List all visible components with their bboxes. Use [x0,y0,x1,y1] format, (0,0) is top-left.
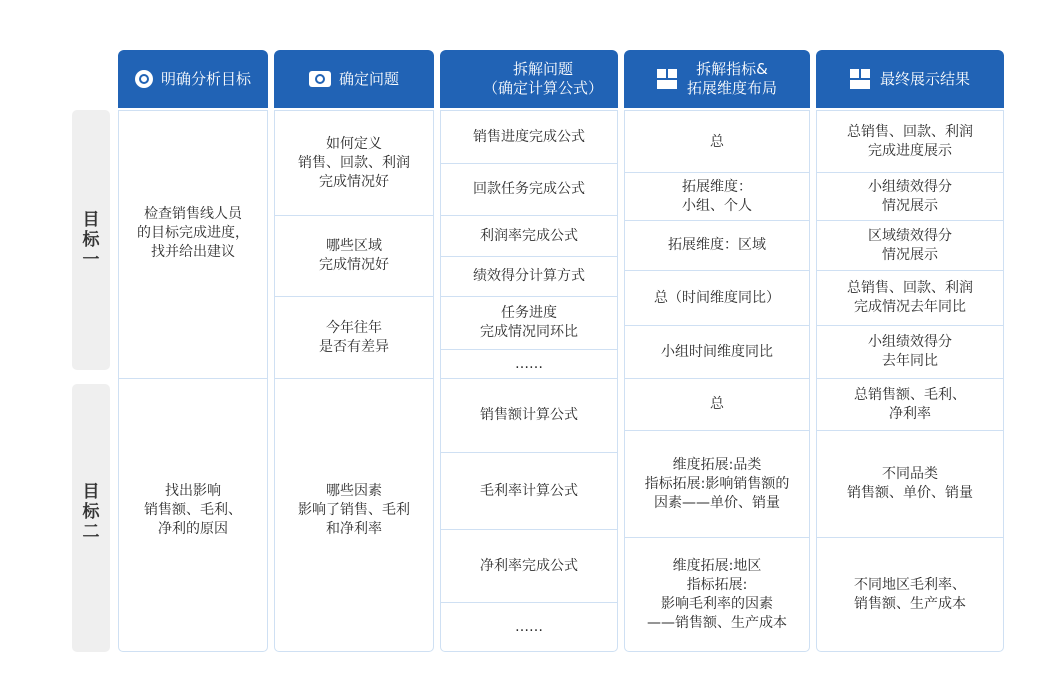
goal-two-side-label [72,384,110,652]
result-text: 小组绩效得分 去年同比 [868,334,952,369]
header-break-down-problem [440,50,618,108]
header-label: 确定问题 [338,69,399,88]
result-text: 区域绩效得分 情况展示 [868,227,952,263]
question-text: 哪些区域 完成情况好 [319,238,389,273]
layout-blocks-icon [850,69,872,89]
header-final-result [816,50,1004,108]
goal-one-side-label [72,110,110,370]
result-text: 小组绩效得分 情况展示 [868,178,952,214]
formula-text: …… [515,355,543,372]
formula-text: 回款任务完成公式 [473,181,585,197]
formula-text: 净利率完成公式 [480,557,578,574]
formula-text: …… [515,618,543,635]
goal-target-text: 找出影响 销售额、毛利、 净利的原因 [144,482,242,537]
divider [119,378,267,379]
header-label: 拆解问题 （确定计算公式） [482,60,603,97]
header-label: 最终展示结果 [879,69,970,88]
dimension-text: 总（时间维度同比） [654,289,780,306]
formula-grid-icon [455,69,475,89]
formula-text: 绩效得分计算方式 [473,268,585,284]
target-icon [135,70,153,88]
result-text: 不同品类 销售额、单价、销量 [847,466,973,501]
dimension-text: 维度拓展:品类 指标拓展:影响销售额的 因素——单价、销量 [644,456,790,511]
header-define-question [274,50,434,108]
result-text: 总销售额、毛利、 净利率 [854,386,966,422]
dimension-text: 拓展维度： 小组、个人 [682,178,752,214]
formula-text: 销售进度完成公式 [473,129,585,145]
header-label: 明确分析目标 [160,69,251,88]
dimension-text: 总 [710,133,724,150]
goal-label: 目 标 二 [82,482,100,542]
dimension-text: 拓展维度：区域 [668,237,766,253]
question-icon [309,71,331,87]
dimension-text: 总 [710,396,724,412]
result-text: 不同地区毛利率、 销售额、生产成本 [854,576,966,612]
formula-text: 利润率完成公式 [480,227,578,244]
dimension-text: 维度拓展:地区 指标拓展: 影响毛利率的因素 ——销售额、生产成本 [647,557,787,631]
divider [275,378,433,379]
result-text: 总销售、回款、利润 完成情况去年同比 [847,280,973,315]
header-break-down-metrics [624,50,810,108]
result-text: 总销售、回款、利润 完成进度展示 [847,124,973,159]
question-text: 如何定义 销售、回款、利润 完成情况好 [298,136,410,190]
formula-text: 任务进度 完成情况同环比 [480,305,578,340]
question-text: 哪些因素 影响了销售、毛利 和净利率 [298,482,410,537]
formula-text: 毛利率计算公式 [480,482,578,499]
goal-label: 目 标 一 [82,210,100,270]
formula-text: 销售额计算公式 [480,407,578,423]
goal-target-text: 检查销售线人员 的目标完成进度， 找并给出建议 [137,205,249,260]
header-analysis-goal [118,50,268,108]
question-text: 今年往年 是否有差异 [319,319,389,355]
layout-blocks-icon [657,69,679,89]
dimension-text: 小组时间维度同比 [661,343,773,360]
header-label: 拆解指标& 拓展维度布局 [686,60,777,97]
